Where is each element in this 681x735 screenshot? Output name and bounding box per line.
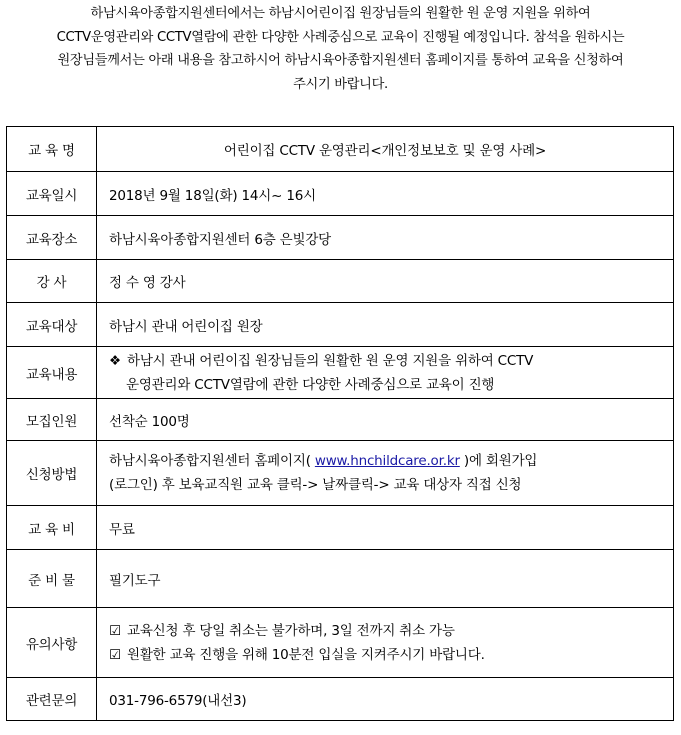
notes-value (97, 608, 674, 678)
apply-line-1-suffix: )에 회원가입 (463, 453, 538, 469)
capacity-value: 선착순 100명 (97, 399, 674, 441)
row-course-name (7, 127, 674, 172)
apply-label: 신청방법 (7, 441, 97, 506)
row-supplies (7, 550, 674, 608)
intro-line-3: 원장님들께서는 아래 내용을 참고하시어 하남시육아종합지원센터 홈페이지를 통하여 교육을 신청하여 (57, 53, 624, 68)
row-place (7, 216, 674, 260)
target-value: 하남시 관내 어린이집 원장 (97, 303, 674, 347)
apply-line-2: (로그인) 후 보육교직원 교육 클릭-> 날짜클릭-> 교육 대상자 직접 신청 (109, 477, 522, 493)
target-label: 교육대상 (7, 303, 97, 347)
fee-value: 무료 (97, 506, 674, 550)
date-label: 교육일시 (7, 172, 97, 216)
row-contact (7, 678, 674, 721)
row-content (7, 347, 674, 399)
contact-value: 031-796-6579(내선3) (97, 678, 674, 721)
intro-line-4: 주시기 바랍니다. (293, 76, 388, 92)
diamond-bullet-icon: ❖ (109, 352, 121, 369)
lecturer-value: 정 수 영 강사 (97, 260, 674, 303)
row-apply (7, 441, 674, 506)
supplies-value: 필기도구 (97, 550, 674, 608)
supplies-label: 준 비 물 (7, 550, 97, 608)
content-line-1-text: 하남시 관내 어린이집 원장님들의 원활한 원 운영 지원을 위하여 CCTV (127, 352, 534, 369)
row-date (7, 172, 674, 216)
content-value (97, 347, 674, 399)
intro-line-1: 하남시육아종합지원센터에서는 하남시어린이집 원장님들의 원활한 원 운영 지원을 위하여 (90, 6, 591, 21)
contact-label: 관련문의 (7, 678, 97, 721)
intro-line-2: CCTV운영관리와 CCTV열람에 관한 다양한 사례중심으로 교육이 진행될 예정입니다. 참석을 원하시는 (56, 29, 625, 45)
capacity-label: 모집인원 (7, 399, 97, 441)
row-lecturer (7, 260, 674, 303)
apply-value (97, 441, 674, 506)
checkbox-checked-icon: ☑ (109, 646, 121, 663)
homepage-link[interactable]: www.hnchildcare.or.kr (314, 453, 460, 469)
content-line-2: 운영관리와 CCTV열람에 관한 다양한 사례중심으로 교육이 진행 (126, 376, 495, 393)
place-label: 교육장소 (7, 216, 97, 260)
place-value: 하남시육아종합지원센터 6층 은빛강당 (97, 216, 674, 260)
checkbox-checked-icon: ☑ (109, 622, 121, 639)
course-name-value: 어린이집 CCTV 운영관리<개인정보보호 및 운영 사례> (97, 127, 674, 172)
notes-line-2 (109, 643, 673, 667)
intro-paragraph (0, 2, 681, 96)
notes-line-1-text: 교육신청 후 당일 취소는 불가하며, 3일 전까지 취소 가능 (127, 622, 455, 639)
course-info-table (6, 126, 674, 721)
content-line-1 (109, 349, 673, 373)
notes-line-2-text: 원활한 교육 진행을 위해 10분전 입실을 지켜주시기 바랍니다. (127, 646, 485, 663)
row-fee (7, 506, 674, 550)
content-label: 교육내용 (7, 347, 97, 399)
course-name-label: 교 육 명 (7, 127, 97, 172)
row-target (7, 303, 674, 347)
row-capacity (7, 399, 674, 441)
date-value: 2018년 9월 18일(화) 14시~ 16시 (97, 172, 674, 216)
notes-label: 유의사항 (7, 608, 97, 678)
row-notes (7, 608, 674, 678)
lecturer-label: 강 사 (7, 260, 97, 303)
apply-line-1 (109, 449, 673, 473)
apply-line-1-prefix: 하남시육아종합지원센터 홈페이지( (109, 453, 311, 469)
fee-label: 교 육 비 (7, 506, 97, 550)
notes-line-1 (109, 619, 673, 643)
